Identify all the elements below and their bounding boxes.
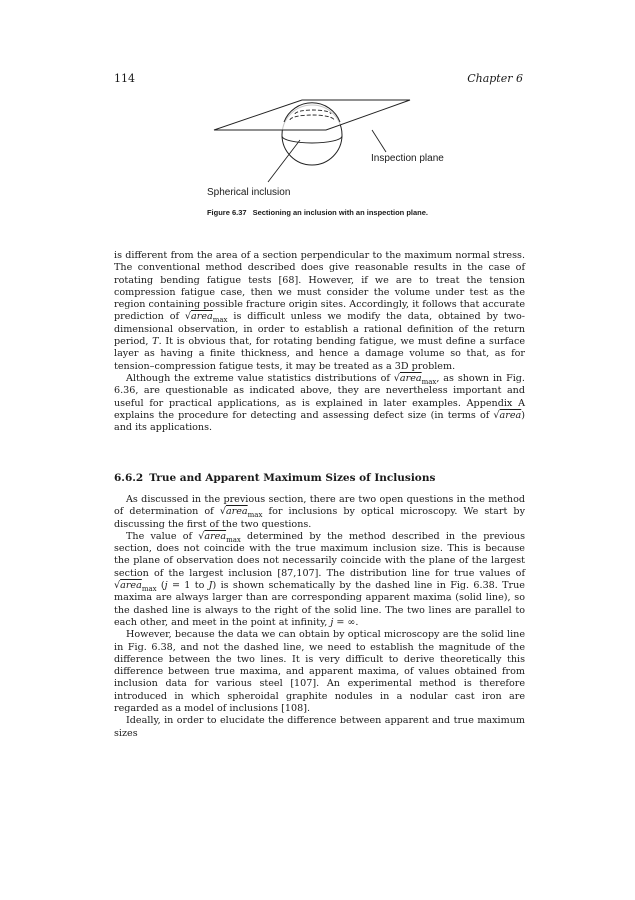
inspection-plane-label: Inspection plane	[371, 153, 444, 164]
inspection-leader	[372, 130, 386, 152]
paragraph: However, because the data we can obtain by optical microscopy are the solid line in Fig. 6.38, and not the dashed line, we need to establish the magnitude of the difference between the two lines. It is very difficult to derive theoretically this difference between true maxima, and apparent maxima, of values obtained from inclusion data for various steel [107]. An experimental method is therefore introduced in which spheroidal graphite nodules in a nodular cast iron are regarded as a model of inclusions [108].	[114, 629, 525, 715]
paragraph: Ideally, in order to elucidate the difference between apparent and true maximum sizes	[114, 715, 525, 739]
chapter-title: Chapter 6	[467, 72, 523, 85]
paragraph: As discussed in the previous section, there are two open questions in the method of determination of √area$_{max}$ for inclusions by optical microscopy. We start by discussing the first of the two questions.	[114, 494, 525, 530]
section-heading	[114, 472, 435, 484]
caption-text: Sectioning an inclusion with an inspection plane.	[252, 208, 429, 217]
section-number: 6.6.2	[114, 472, 144, 484]
running-header	[114, 72, 523, 88]
page-number: 114	[114, 72, 135, 85]
figure-caption	[0, 208, 635, 217]
section-title: True and Apparent Maximum Sizes of Inclusions	[149, 472, 436, 484]
caption-label: Figure 6.37	[206, 208, 247, 217]
paragraph: Although the extreme value statistics distributions of √area$_{max}$, as shown in Fig. 6.36, are questionable as indicated above, they are nevertheless important and useful for practical applications, as is explained in later examples. Appendix A explains the procedure for detecting and assessing defect size (in terms of √area) and its applications.	[114, 372, 525, 434]
paragraph: The value of √area$_{max}$ determined by the method described in the previous section, does not coincide with the true maximum inclusion size. This is because the plane of observation does not necessarily coincide with the plane of the largest section of the largest inclusion [87,107]. The distribution line for true values of √area$_{max}$ (j = 1 to J) is shown schematically by the dashed line in Fig. 6.38. True maxima are always larger than are corresponding apparent maxima (solid line), so the dashed line is always to the right of the solid line. The two lines are parallel to each other, and meet in the point at infinity, j = ∞.	[114, 530, 525, 628]
paragraph: is different from the area of a section perpendicular to the maximum normal stress. The conventional method described does give reasonable results in the case of rotating bending fatigue tests [68]. However, if we are to treat the tension compression fatigue case, then we must consider the volume under test as the region containing possible fracture origin sites. Accordingly, it follows that accurate prediction of √area$_{max}$ is difficult unless we modify the data, obtained by two-dimensional observation, in order to establish a rational definition of the return period, T. It is obvious that, for rotating bending fatigue, we must define a surface layer as having a finite thickness, and hence a damage volume so that, as for tension–compression fatigue tests, it may be treated as a 3D problem.	[114, 250, 525, 372]
inspection-plane	[214, 100, 410, 130]
sphere-equator	[282, 136, 342, 143]
body-block-2	[114, 494, 525, 740]
body-block-1	[114, 250, 525, 434]
spherical-inclusion-label: Spherical inclusion	[207, 187, 291, 198]
